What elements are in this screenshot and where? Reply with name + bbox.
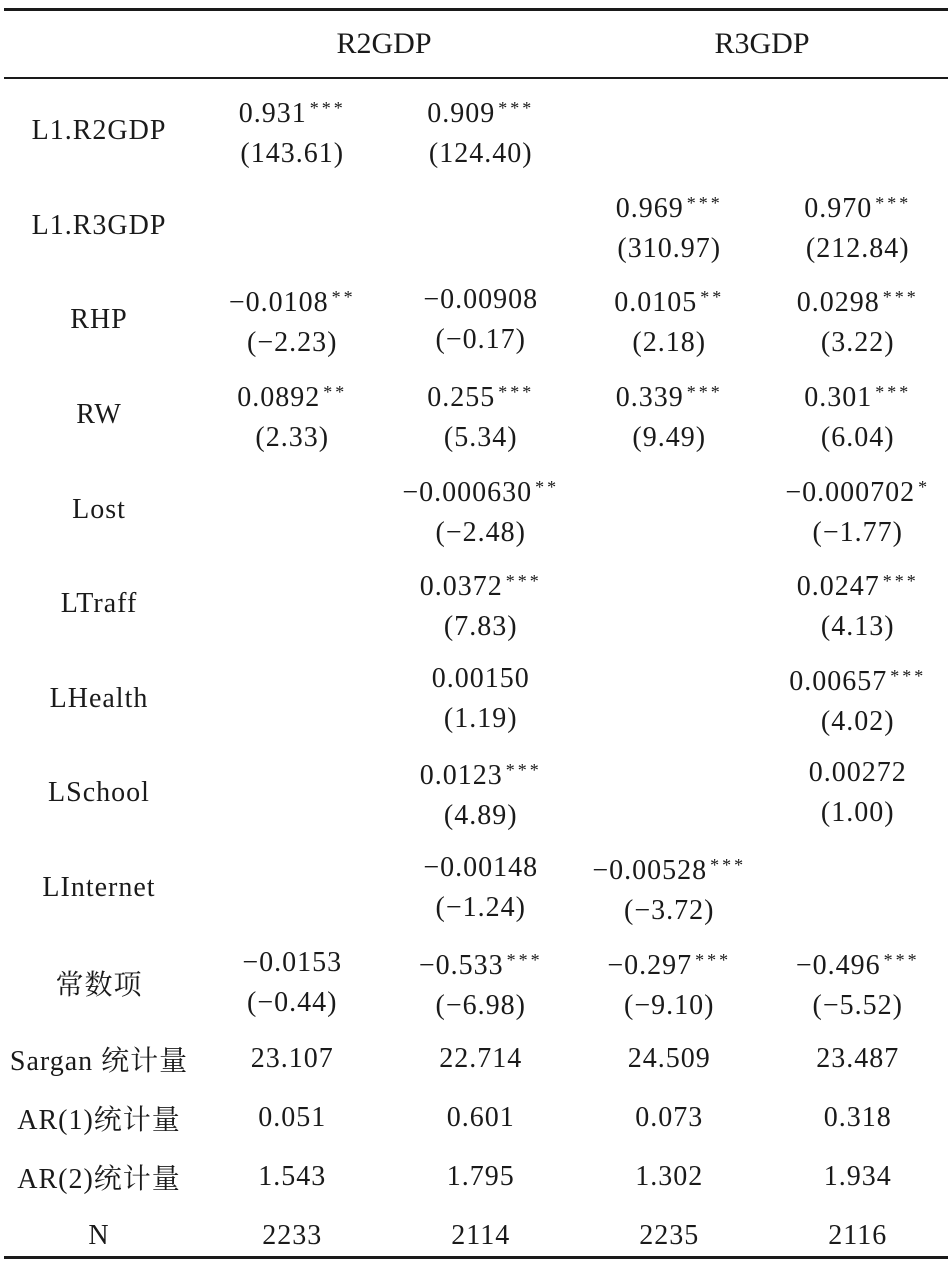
table-row [0,935,952,1030]
row-label: L1.R2GDP [0,84,198,179]
statistic-label: Sargan 统计量 [0,1030,198,1089]
coefficient-line [387,372,576,418]
coefficient-cell [387,462,576,557]
t-statistic: (143.61) [198,134,387,174]
coefficient-line [198,88,387,134]
coefficient-value: −0.00148 [423,852,538,883]
significance-stars: *** [507,950,543,970]
coefficient-line [764,656,952,702]
coefficient-cell [764,841,952,936]
significance-stars: *** [890,666,926,686]
coefficient-line [575,940,764,986]
table-header-rule [4,77,948,79]
statistic-label: AR(2)统计量 [0,1148,198,1207]
statistic-value: 1.795 [387,1148,576,1207]
t-statistic: (−9.10) [575,986,764,1026]
t-statistic: (310.97) [575,229,764,269]
coefficient-cell [764,652,952,747]
significance-stars: *** [883,287,919,307]
coefficient-cell [387,841,576,936]
column-group-header-r3gdp: R3GDP [572,28,952,60]
statistic-value: 0.073 [575,1089,764,1148]
row-label: LTraff [0,557,198,652]
coefficient-cell [575,652,764,747]
coefficient-line [198,943,387,983]
t-statistic: (2.18) [575,323,764,363]
significance-stars: ** [535,477,559,497]
statistic-value: 2235 [575,1207,764,1266]
coefficient-cell [198,462,387,557]
statistic-value: 1.543 [198,1148,387,1207]
coefficient-value: −0.533 [419,950,504,981]
statistic-label: N [0,1207,198,1266]
statistic-row [0,1148,952,1207]
coefficient-cell [198,935,387,1030]
table-row [0,557,952,652]
t-statistic: (5.34) [387,418,576,458]
row-label: LSchool [0,746,198,841]
coefficient-cell [198,273,387,368]
t-statistic: (212.84) [764,229,952,269]
significance-stars: *** [875,193,911,213]
coefficient-cell [387,273,576,368]
t-statistic: (−5.52) [764,986,952,1026]
significance-stars: *** [884,950,920,970]
coefficient-line [387,88,576,134]
t-statistic: (1.19) [387,699,576,739]
coefficient-cell [764,179,952,274]
coefficient-value: −0.496 [796,950,881,981]
coefficient-value: 0.969 [616,193,684,224]
coefficient-value: −0.297 [607,950,692,981]
significance-stars: * [918,477,930,497]
t-statistic: (124.40) [387,134,576,174]
t-statistic: (3.22) [764,323,952,363]
t-statistic: (2.33) [198,418,387,458]
coefficient-line [575,845,764,891]
table-top-rule [4,8,948,11]
coefficient-cell [198,841,387,936]
coefficient-cell [764,273,952,368]
table-row [0,462,952,557]
row-label: RW [0,368,198,463]
t-statistic: (4.13) [764,607,952,647]
coefficient-value: 0.0105 [614,287,697,318]
coefficient-value: −0.0108 [229,287,329,318]
coefficient-value: 0.970 [804,193,872,224]
t-statistic: (−0.17) [387,320,576,360]
statistic-value: 2233 [198,1207,387,1266]
coefficient-line [764,372,952,418]
coefficient-value: 0.909 [427,98,495,129]
coefficient-cell [575,557,764,652]
coefficient-cell [575,179,764,274]
t-statistic: (−2.48) [387,513,576,553]
significance-stars: *** [695,950,731,970]
coefficient-line [575,372,764,418]
t-statistic: (9.49) [575,418,764,458]
table-body [0,84,952,1266]
coefficient-value: −0.00908 [423,284,538,315]
coefficient-line [387,940,576,986]
row-label: L1.R3GDP [0,179,198,274]
statistic-value: 2116 [764,1207,952,1266]
coefficient-value: 0.0247 [797,571,880,602]
t-statistic: (−3.72) [575,891,764,931]
coefficient-line [764,561,952,607]
row-label: 常数项 [0,935,198,1030]
statistic-value: 23.107 [198,1030,387,1089]
significance-stars: *** [687,193,723,213]
coefficient-cell [575,462,764,557]
row-label: RHP [0,273,198,368]
coefficient-value: 0.00657 [789,666,887,697]
coefficient-cell [575,746,764,841]
significance-stars: *** [310,98,346,118]
coefficient-line [387,750,576,796]
coefficient-cell [575,273,764,368]
coefficient-cell [387,368,576,463]
coefficient-cell [387,652,576,747]
t-statistic: (7.83) [387,607,576,647]
coefficient-cell [198,368,387,463]
statistic-value: 23.487 [764,1030,952,1089]
statistic-row [0,1030,952,1089]
statistic-value: 2114 [387,1207,576,1266]
t-statistic: (4.02) [764,702,952,742]
statistic-value: 1.302 [575,1148,764,1207]
t-statistic: (−1.24) [387,888,576,928]
significance-stars: *** [687,382,723,402]
coefficient-cell [387,179,576,274]
coefficient-value: 0.255 [427,382,495,413]
coefficient-line [198,277,387,323]
significance-stars: ** [700,287,724,307]
significance-stars: ** [323,382,347,402]
coefficient-line [198,372,387,418]
table-row [0,652,952,747]
coefficient-cell [575,935,764,1030]
significance-stars: *** [498,98,534,118]
t-statistic: (1.00) [764,793,952,833]
t-statistic: (−1.77) [764,513,952,553]
coefficient-line [387,659,576,699]
significance-stars: *** [506,760,542,780]
coefficient-cell [575,368,764,463]
statistic-row [0,1089,952,1148]
coefficient-line [764,940,952,986]
coefficient-value: 0.339 [616,382,684,413]
coefficient-value: −0.00528 [592,855,707,886]
coefficient-cell [764,746,952,841]
regression-results-table [0,84,952,1266]
coefficient-value: −0.0153 [242,947,342,978]
coefficient-cell [387,84,576,179]
coefficient-value: −0.000702 [785,477,915,508]
coefficient-line [387,561,576,607]
coefficient-line [575,183,764,229]
coefficient-value: 0.0123 [420,760,503,791]
coefficient-value: −0.000630 [402,477,532,508]
coefficient-value: 0.931 [239,98,307,129]
row-label: LHealth [0,652,198,747]
significance-stars: *** [710,855,746,875]
coefficient-cell [764,462,952,557]
statistic-value: 24.509 [575,1030,764,1089]
statistic-value: 0.601 [387,1089,576,1148]
table-row [0,273,952,368]
coefficient-value: 0.0892 [237,382,320,413]
statistic-value: 1.934 [764,1148,952,1207]
coefficient-cell [198,652,387,747]
statistic-value: 0.318 [764,1089,952,1148]
t-statistic: (6.04) [764,418,952,458]
statistic-value: 0.051 [198,1089,387,1148]
coefficient-cell [575,84,764,179]
coefficient-value: 0.301 [804,382,872,413]
significance-stars: *** [875,382,911,402]
table-row [0,841,952,936]
coefficient-cell [198,746,387,841]
significance-stars: *** [498,382,534,402]
coefficient-cell [764,368,952,463]
statistic-label: AR(1)统计量 [0,1089,198,1148]
coefficient-cell [764,84,952,179]
t-statistic: (4.89) [387,796,576,836]
coefficient-cell [198,84,387,179]
significance-stars: ** [332,287,356,307]
row-label: Lost [0,462,198,557]
significance-stars: *** [506,571,542,591]
coefficient-line [387,280,576,320]
coefficient-line [764,467,952,513]
coefficient-line [387,467,576,513]
coefficient-cell [387,935,576,1030]
coefficient-value: 0.0298 [797,287,880,318]
coefficient-line [764,277,952,323]
coefficient-cell [764,557,952,652]
t-statistic: (−6.98) [387,986,576,1026]
coefficient-line [575,277,764,323]
coefficient-value: 0.0372 [420,571,503,602]
t-statistic: (−2.23) [198,323,387,363]
coefficient-cell [198,557,387,652]
table-bottom-rule [4,1256,948,1259]
coefficient-value: 0.00272 [809,757,907,788]
table-row [0,368,952,463]
coefficient-cell [387,557,576,652]
coefficient-cell [198,179,387,274]
coefficient-line [764,753,952,793]
statistic-value: 22.714 [387,1030,576,1089]
coefficient-line [764,183,952,229]
coefficient-cell [387,746,576,841]
table-row [0,746,952,841]
t-statistic: (−0.44) [198,983,387,1023]
coefficient-cell [764,935,952,1030]
coefficient-line [387,848,576,888]
column-group-header-r2gdp: R2GDP [194,28,574,60]
coefficient-cell [575,841,764,936]
table-row [0,84,952,179]
significance-stars: *** [883,571,919,591]
coefficient-value: 0.00150 [432,663,530,694]
row-label: LInternet [0,841,198,936]
table-row [0,179,952,274]
